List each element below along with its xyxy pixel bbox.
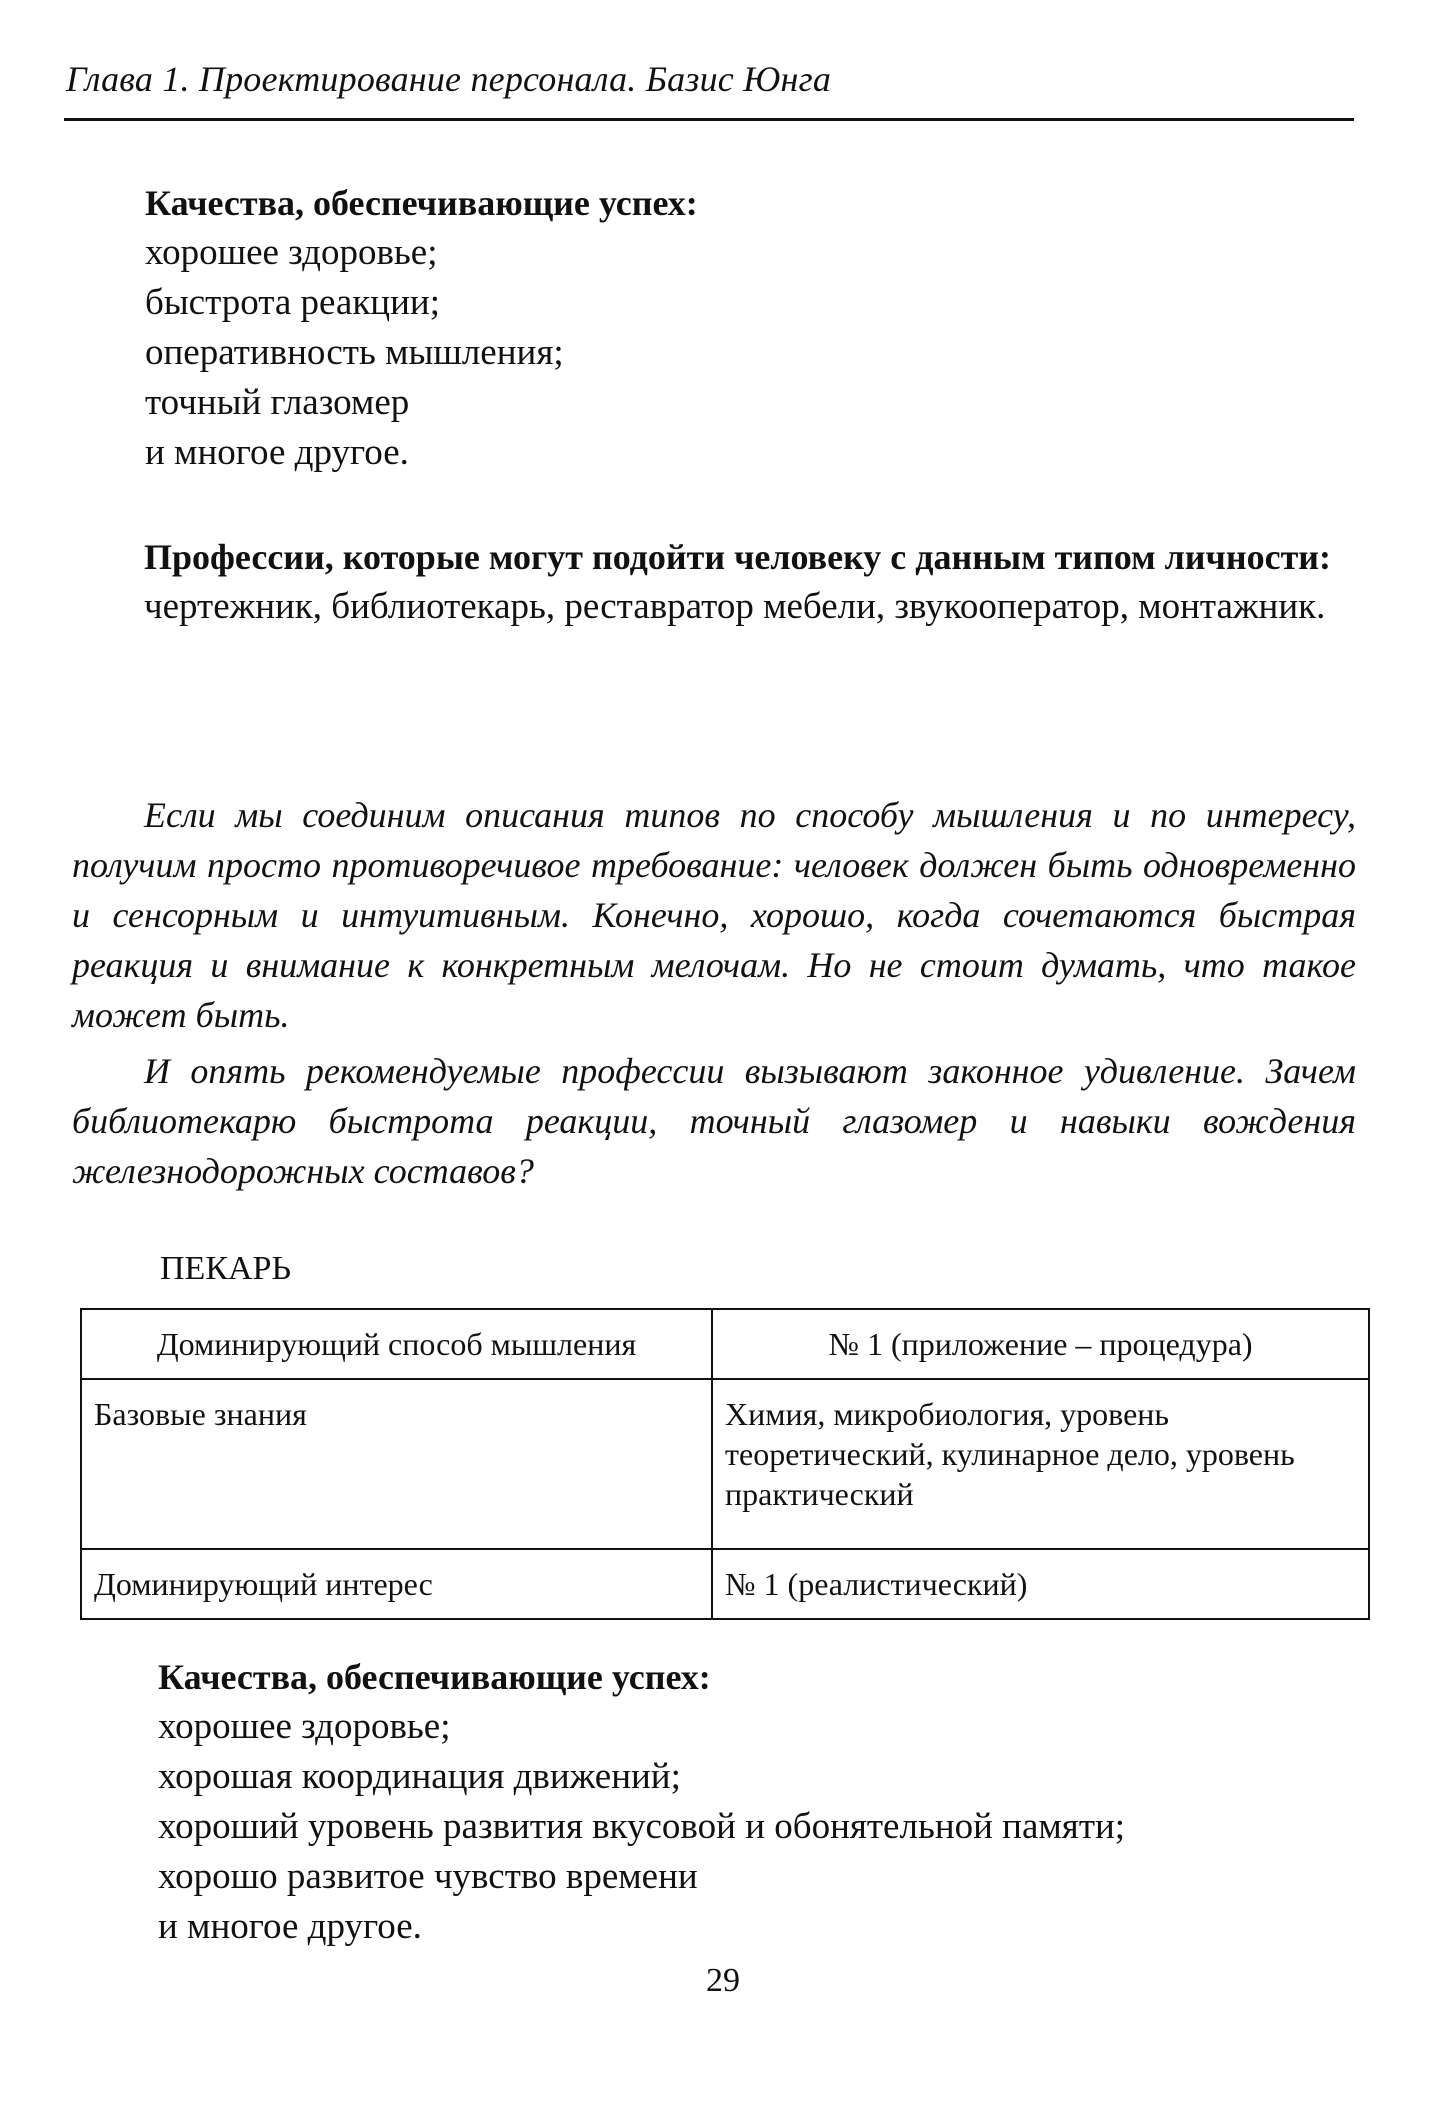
qualities-section-1 <box>145 178 1355 478</box>
table-cell-label: Доминирующий способ мышления <box>81 1309 712 1379</box>
professions-heading: Профессии, которые могут подойти человеку с данным типом личности: <box>144 537 1331 577</box>
running-head: Глава 1. Проектирование персонала. Базис Юнга <box>66 59 832 99</box>
commentary-section <box>72 790 1356 1202</box>
qualities-section-2 <box>158 1652 1368 1952</box>
qualities-heading: Качества, обеспечивающие успех: <box>158 1657 711 1697</box>
table-cell-label: Доминирующий интерес <box>81 1549 712 1619</box>
list-item: хорошее здоровье; <box>145 232 438 273</box>
list-item: и многое другое. <box>145 432 409 473</box>
table-title: ПЕКАРЬ <box>160 1250 291 1287</box>
list-item: точный глазомер <box>145 382 410 423</box>
list-item: хорошо развитое чувство времени <box>158 1856 698 1897</box>
baker-table <box>80 1308 1370 1620</box>
table-row <box>81 1549 1369 1619</box>
table-cell-value: Химия, микробиология, уровень теоретический, кулинарное дело, уровень практический <box>712 1379 1369 1549</box>
professions-text: чертежник, библиотекарь, реставратор мебели, звукооператор, монтажник. <box>144 586 1326 627</box>
list-item: оперативность мышления; <box>145 332 564 373</box>
table-cell-value: № 1 (реалистический) <box>712 1549 1369 1619</box>
table-cell-label: Базовые знания <box>81 1379 712 1549</box>
list-item: хороший уровень развития вкусовой и обонятельной памяти; <box>158 1806 1126 1847</box>
list-item: хорошее здоровье; <box>158 1706 451 1747</box>
table-cell-value: № 1 (приложение – процедура) <box>712 1309 1369 1379</box>
qualities-heading: Качества, обеспечивающие успех: <box>145 183 698 223</box>
header-rule <box>64 118 1354 121</box>
list-item: быстрота реакции; <box>145 282 440 323</box>
table-row <box>81 1309 1369 1379</box>
page-number: 29 <box>706 1962 740 1999</box>
list-item: хорошая координация движений; <box>158 1756 681 1797</box>
professions-section <box>72 532 1354 632</box>
list-item: и многое другое. <box>158 1906 422 1947</box>
commentary-paragraph: И опять рекомендуемые профессии вызывают законное удивление. Зачем библиотекарю быстрота реакции, точный глазомер и навыки вождения железнодорожных составов? <box>72 1051 1356 1191</box>
commentary-paragraph: Если мы соединим описания типов по способу мышления и по интересу, получим просто противоречивое требование: человек должен быть одновременно и сенсорным и интуитивным. Конечно, хорошо, когда сочетаются быстрая реакция и внимание к конкретным мелочам. Но не стоит думать, что такое может быть. <box>72 795 1356 1035</box>
table-row <box>81 1379 1369 1549</box>
